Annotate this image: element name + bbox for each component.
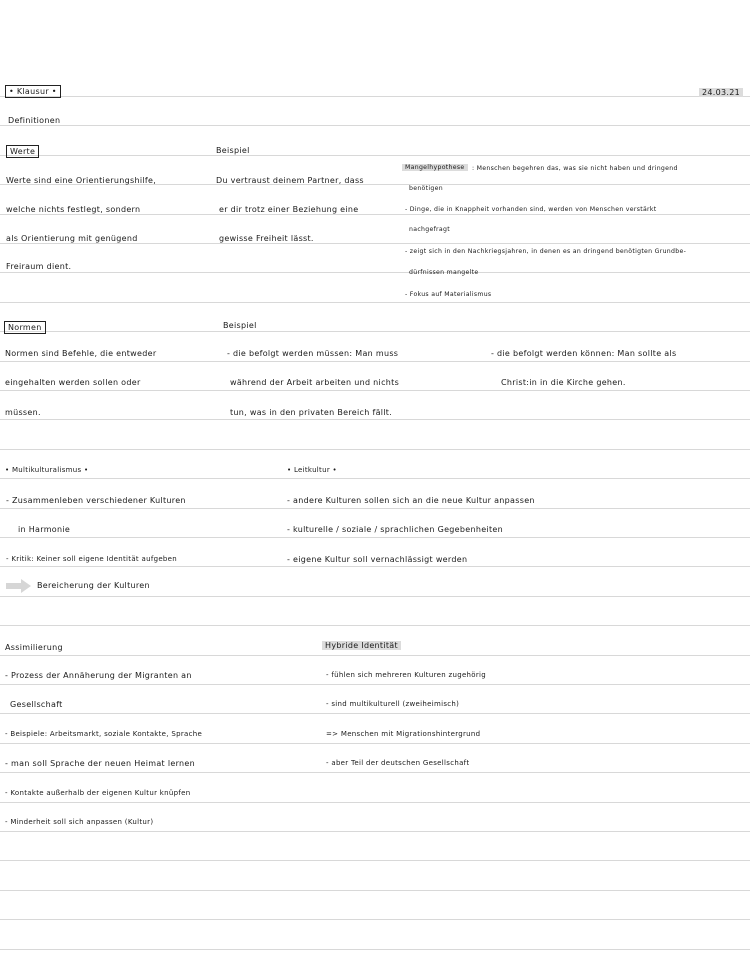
leit-line-1: - andere Kulturen sollen sich an die neue Kultur anpassen [287,496,535,505]
assim-line-6: - Minderheit soll sich anpassen (Kultur) [5,818,154,826]
side-line-4: nachgefragt [409,226,450,233]
ruled-line [0,919,750,920]
assim-line-5: - Kontakte außerhalb der eigenen Kultur knüpfen [5,789,191,797]
ruled-line [0,713,750,714]
mangelhypothese-label: Mangelhypothese [402,164,468,171]
multi-line-3: - Kritik: Keiner soll eigene Identität aufgeben [6,555,178,563]
werte-line-1: Werte sind eine Orientierungshilfe, [6,176,157,185]
normen-line-2: eingehalten werden sollen oder [5,378,141,387]
werte-heading: Werte [6,145,39,158]
exam-tag: • Klausur • [5,85,61,98]
arrow-right-icon [6,579,32,593]
ruled-line [0,419,750,420]
normen-line-3: müssen. [5,408,41,417]
normen-line-1: Normen sind Befehle, die entweder [5,349,157,358]
assimilierung-heading: Assimilierung [5,643,63,652]
normen-heading: Normen [4,321,46,334]
werte-line-4: Freiraum dient. [6,262,72,271]
ruled-line [0,684,750,685]
side-line-7: - Fokus auf Materialismus [405,291,492,298]
multikulturalismus-heading: • Multikulturalismus • [5,466,89,474]
normen-beispiel-heading: Beispiel [223,321,257,330]
ruled-line [0,655,750,656]
ruled-line [0,890,750,891]
ruled-line [0,125,750,126]
side-line-2: benötigen [409,185,443,192]
ruled-line [0,361,750,362]
side-line-5: - zeigt sich in den Nachkriegsjahren, in denen es an dringend benötigten Grundbe- [405,248,687,255]
normen-beispiel2-line-1: - die befolgt werden können: Man sollte als [491,349,677,358]
ruled-line [0,155,750,156]
hybride-heading: Hybride Identität [322,641,401,650]
hybride-line-1: - fühlen sich mehreren Kulturen zugehörig [326,671,487,679]
werte-beispiel-heading: Beispiel [216,146,250,155]
assim-line-3: - Beispiele: Arbeitsmarkt, soziale Kontakte, Sprache [5,730,203,738]
ruled-line [0,537,750,538]
side-line-1: : Menschen begehren das, was sie nicht haben und dringend [472,165,678,172]
werte-beispiel-line-2: er dir trotz einer Beziehung eine [219,205,359,214]
ruled-line [0,214,750,215]
assim-line-1: - Prozess der Annäherung der Migranten an [5,671,192,680]
werte-beispiel-line-3: gewisse Freiheit lässt. [219,234,314,243]
multi-line-1: - Zusammenleben verschiedener Kulturen [6,496,186,505]
ruled-line [0,625,750,626]
assim-line-4: - man soll Sprache der neuen Heimat lernen [5,759,195,768]
definitions-title: Definitionen [8,116,61,125]
hybride-line-3: => Menschen mit Migrationshintergrund [326,730,481,738]
hybride-line-2: - sind multikulturell (zweiheimisch) [326,700,460,708]
ruled-line [0,390,750,391]
ruled-line [0,860,750,861]
ruled-line [0,478,750,479]
ruled-line [0,449,750,450]
werte-beispiel-line-1: Du vertraust deinem Partner, dass [216,176,364,185]
ruled-line [0,302,750,303]
normen-beispiel2-line-2: Christ:in in die Kirche gehen. [501,378,626,387]
normen-beispiel-line-3: tun, was in den privaten Bereich fällt. [230,408,393,417]
multi-arrow-text: Bereicherung der Kulturen [37,581,150,590]
leit-line-3: - eigene Kultur soll vernachlässigt werden [287,555,468,564]
side-line-3: - Dinge, die in Knappheit vorhanden sind, werden von Menschen verstärkt [405,206,657,213]
ruled-line [0,831,750,832]
ruled-line [0,596,750,597]
ruled-line [0,743,750,744]
normen-beispiel-line-1: - die befolgt werden müssen: Man muss [227,349,399,358]
ruled-line [0,949,750,950]
multi-line-2: in Harmonie [18,525,71,534]
ruled-line [0,96,750,97]
leitkultur-heading: • Leitkultur • [287,466,337,474]
ruled-line [0,272,750,273]
side-line-6: dürfnissen mangelte [409,269,479,276]
ruled-line [0,508,750,509]
werte-line-2: welche nichts festlegt, sondern [6,205,141,214]
assim-line-2: Gesellschaft [10,700,63,709]
werte-line-3: als Orientierung mit genügend [6,234,138,243]
leit-line-2: - kulturelle / soziale / sprachlichen Gegebenheiten [287,525,504,534]
normen-beispiel-line-2: während der Arbeit arbeiten und nichts [230,378,400,387]
ruled-line [0,243,750,244]
ruled-line [0,802,750,803]
hybride-line-4: - aber Teil der deutschen Gesellschaft [326,759,470,767]
ruled-line [0,566,750,567]
ruled-line [0,772,750,773]
date-label: 24.03.21 [699,88,743,97]
ruled-line [0,331,750,332]
